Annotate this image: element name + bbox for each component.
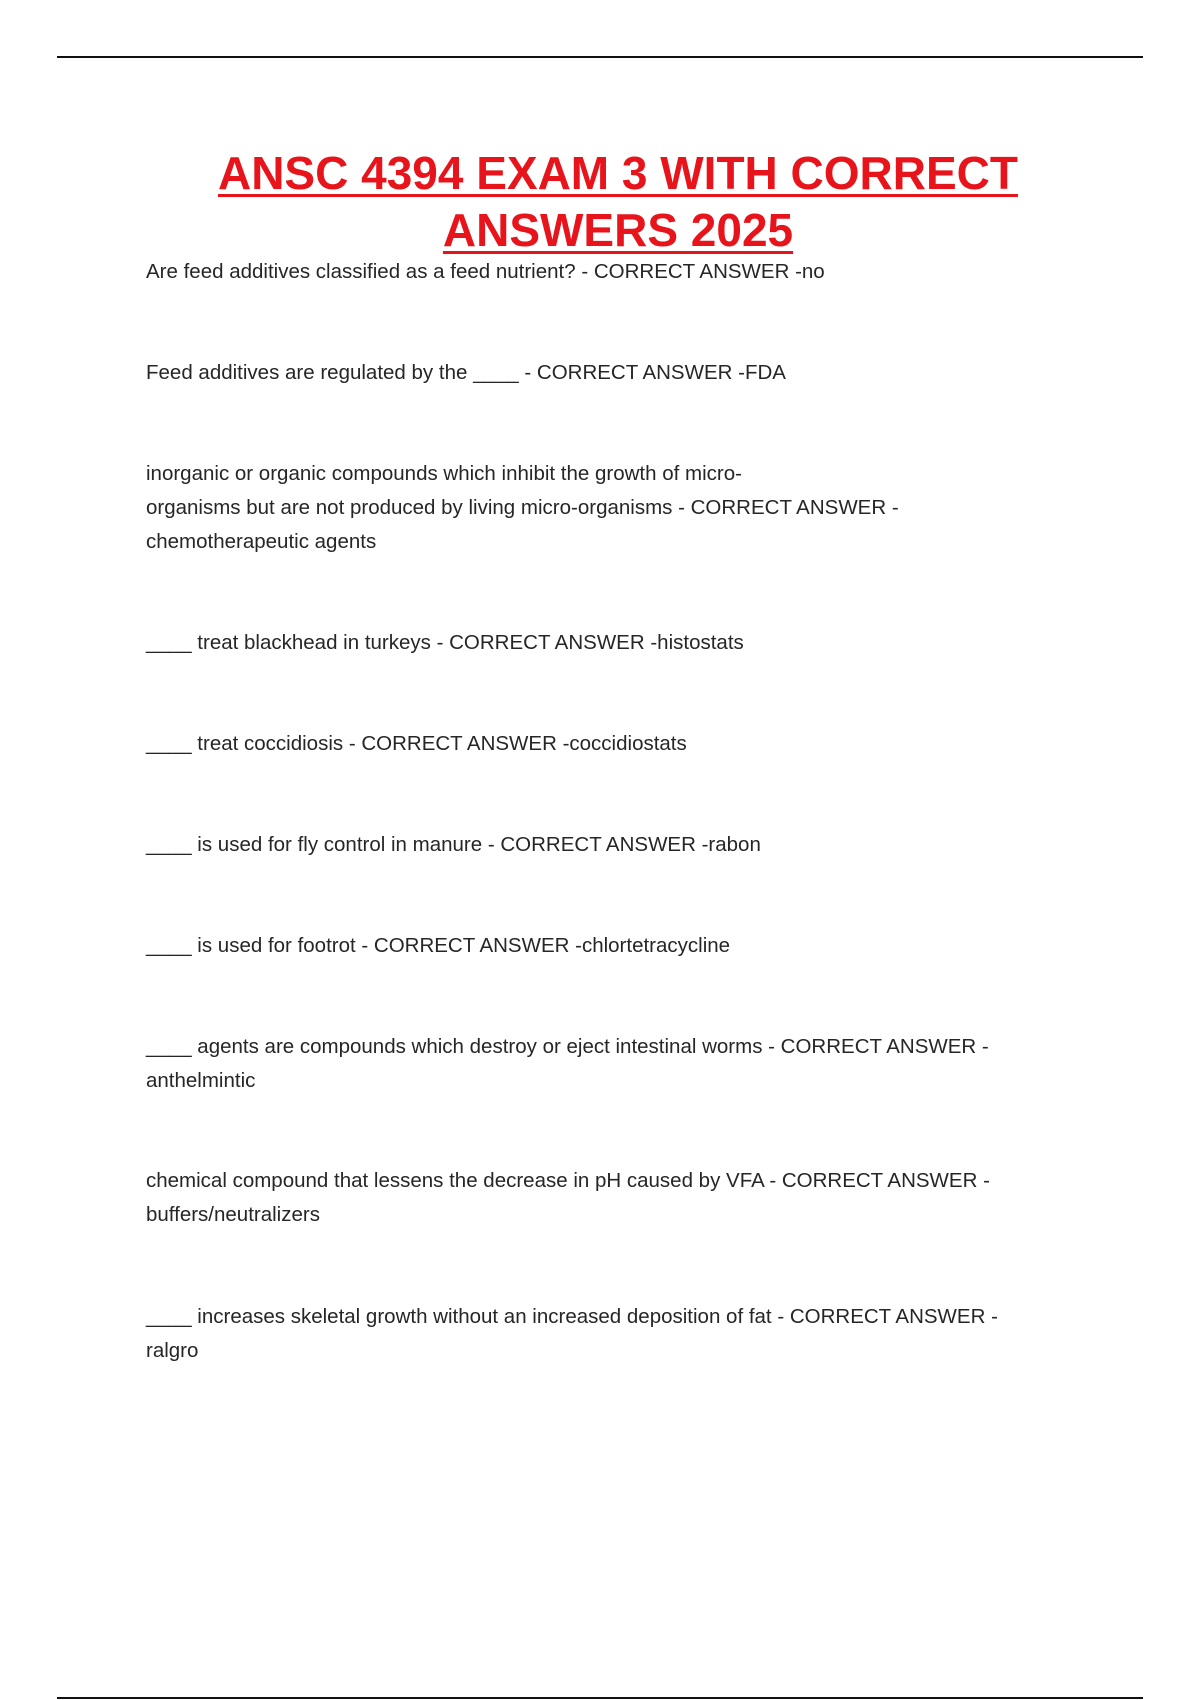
qa-text: ____ agents are compounds which destroy or eject intestinal worms - CORRECT ANSWER - anthelmintic — [146, 1035, 989, 1092]
document-title: ANSC 4394 EXAM 3 WITH CORRECT ANSWERS 2025 — [217, 147, 1018, 256]
qa-text: ____ treat coccidiosis - CORRECT ANSWER -coccidiostats — [146, 732, 687, 755]
qa-text: ____ treat blackhead in turkeys - CORRECT ANSWER -histostats — [146, 631, 744, 654]
qa-text: inorganic or organic compounds which inhibit the growth of micro- organisms but are not produced by living micro-organisms - CORRECT ANSWER - chemotherapeutic agents — [146, 462, 899, 553]
qa-text: ____ is used for fly control in manure - CORRECT ANSWER -rabon — [146, 833, 761, 856]
qa-item-5 — [146, 727, 1046, 761]
qa-item-3 — [146, 457, 1046, 559]
qa-item-9 — [146, 1164, 1046, 1232]
qa-item-1 — [146, 255, 1046, 289]
qa-item-8 — [146, 1030, 1046, 1098]
qa-text: ____ is used for footrot - CORRECT ANSWER -chlortetracycline — [146, 934, 731, 957]
qa-text: Feed additives are regulated by the ____ - CORRECT ANSWER -FDA — [146, 361, 786, 384]
qa-text: chemical compound that lessens the decrease in pH caused by VFA - CORRECT ANSWER - buffers/neutralizers — [146, 1169, 990, 1226]
qa-item-6 — [146, 828, 1046, 862]
top-rule — [57, 56, 1143, 58]
qa-item-2 — [146, 356, 1046, 390]
qa-text: ____ increases skeletal growth without an increased deposition of fat - CORRECT ANSWER - ralgro — [146, 1305, 998, 1362]
qa-item-10 — [146, 1300, 1046, 1368]
qa-text: Are feed additives classified as a feed nutrient? - CORRECT ANSWER -no — [146, 260, 825, 283]
bottom-rule — [57, 1697, 1143, 1699]
qa-item-7 — [146, 929, 1046, 963]
qa-item-4 — [146, 626, 1046, 660]
